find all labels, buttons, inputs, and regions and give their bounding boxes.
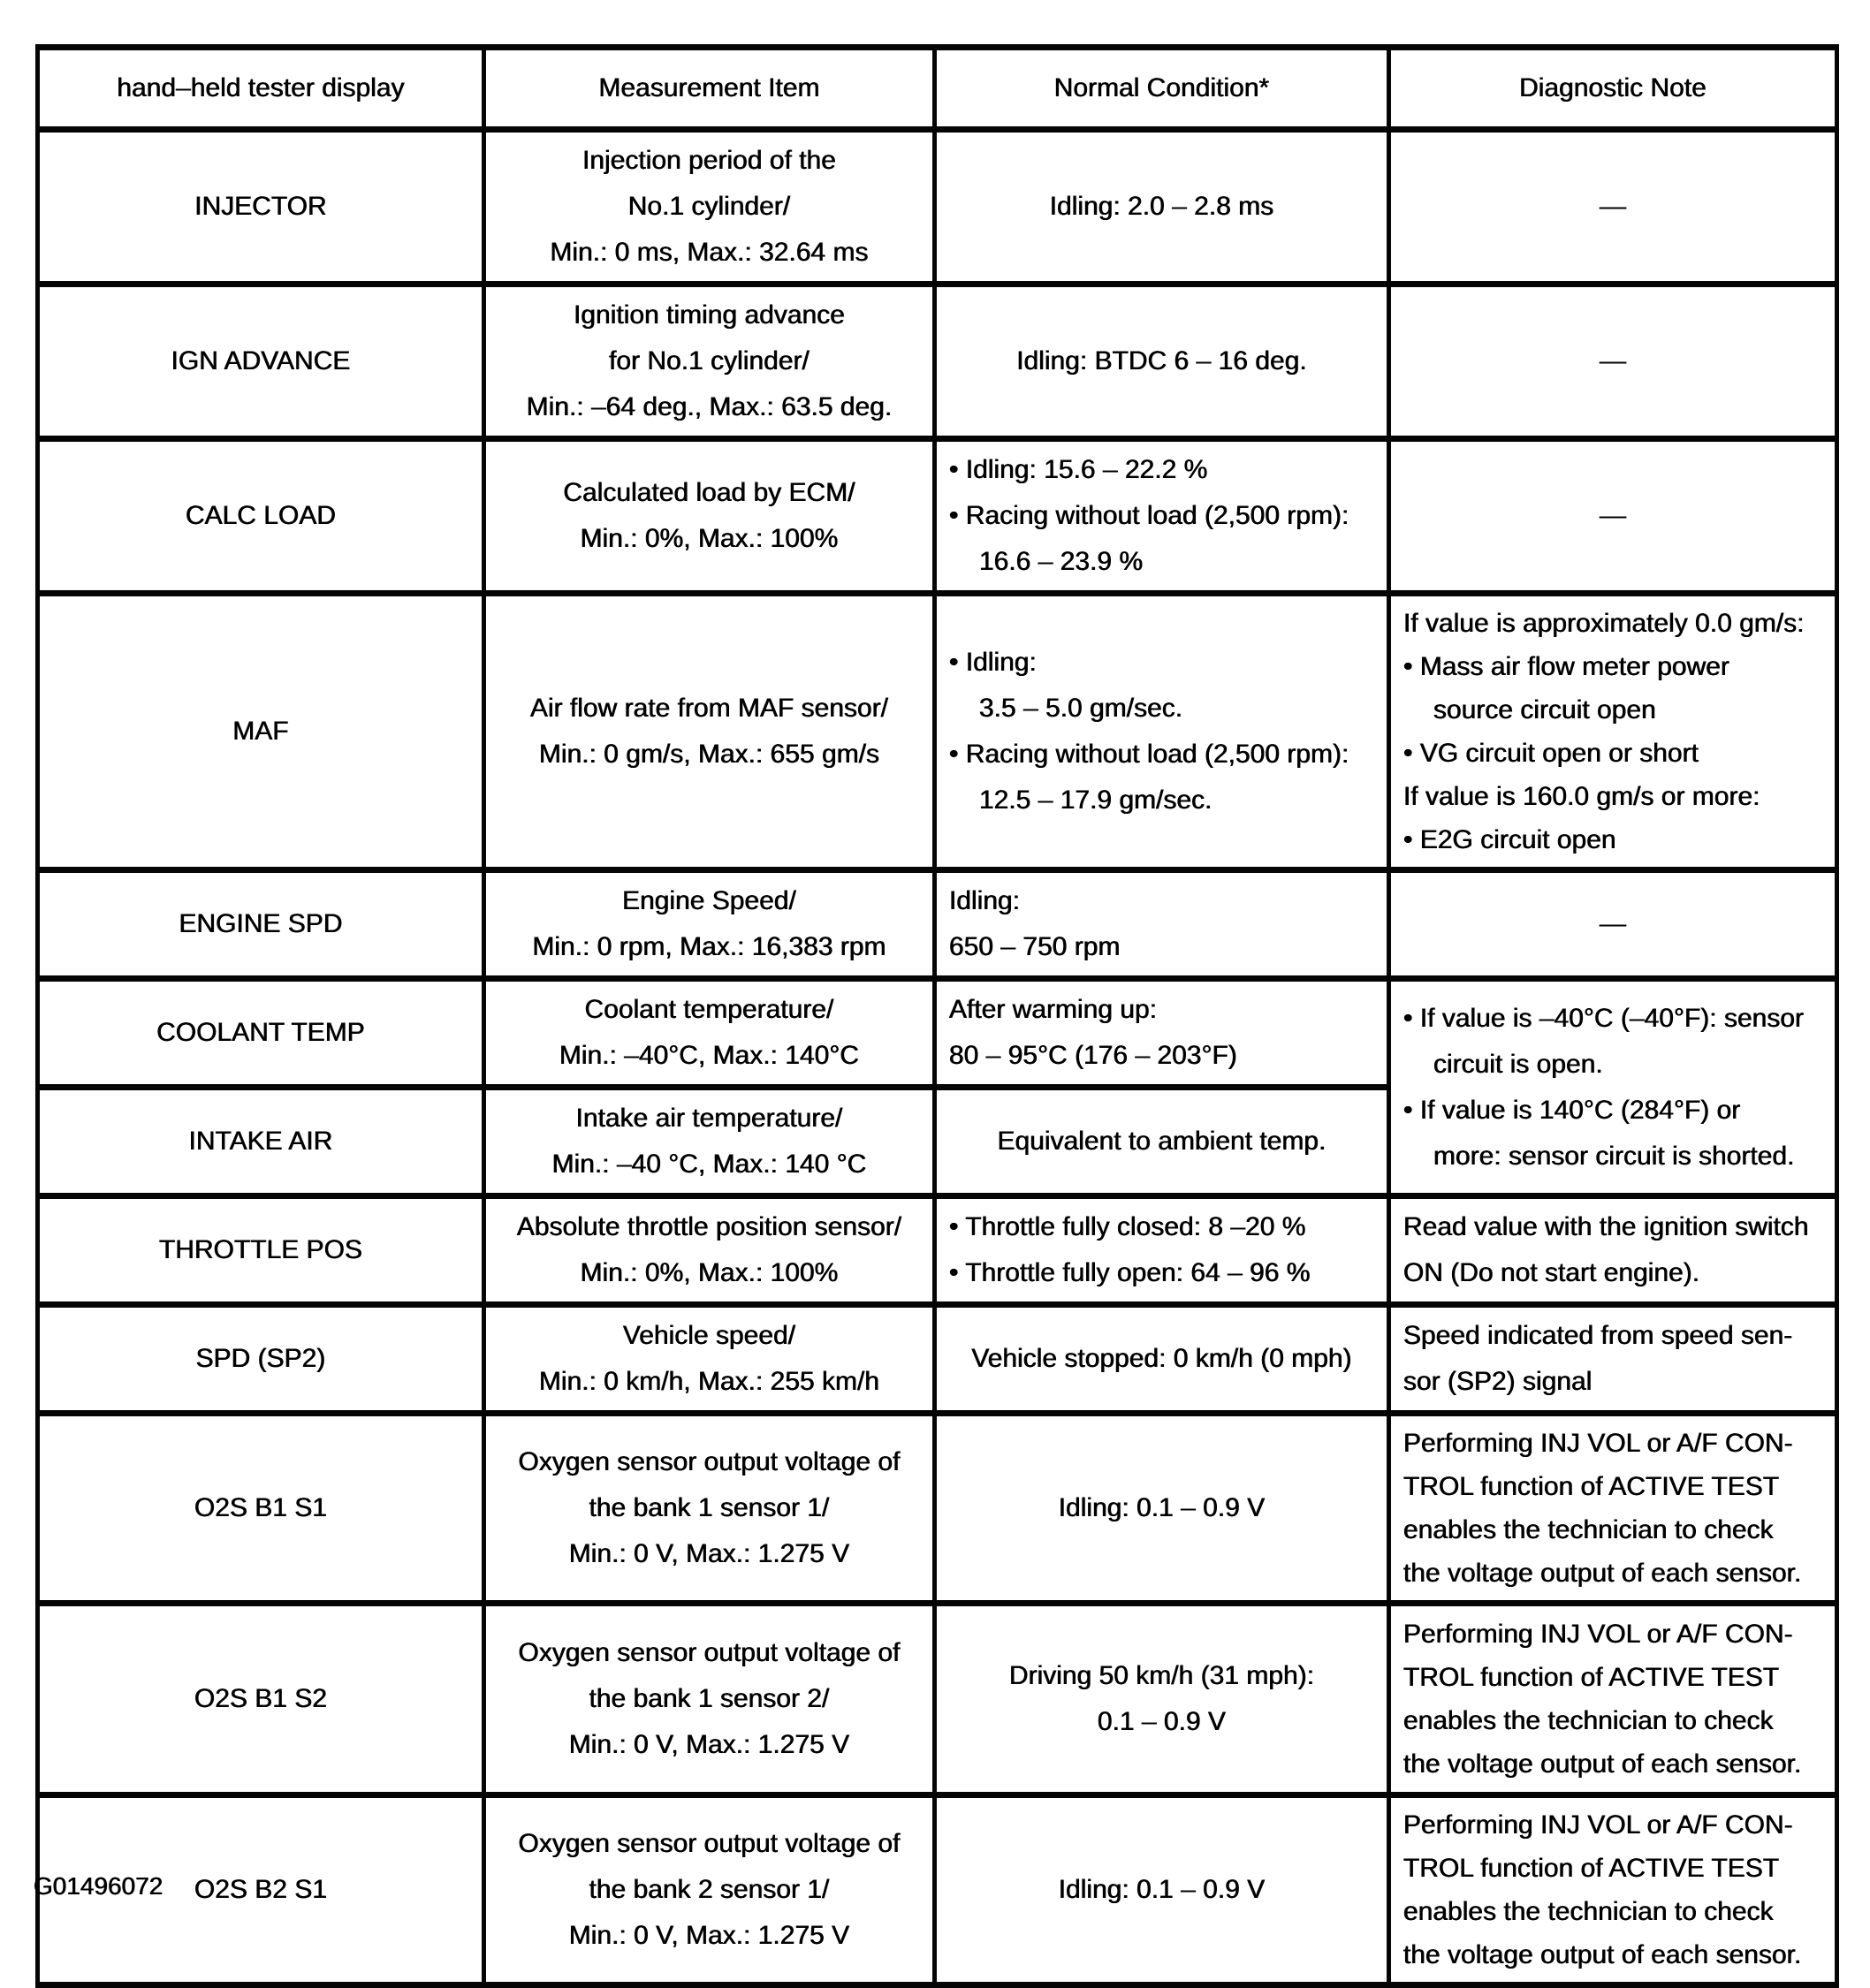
cell-line: Engine Speed/ bbox=[622, 886, 796, 915]
cell-line: enables the technician to check bbox=[1403, 1515, 1774, 1544]
column-header-measurement-item: Measurement Item bbox=[484, 48, 935, 130]
table-row-engine-spd bbox=[38, 870, 1837, 979]
cell-line: 16.6 – 23.9 % bbox=[979, 547, 1144, 576]
cell-line: Read value with the ignition switch bbox=[1403, 1212, 1809, 1241]
cell-measurement bbox=[484, 1196, 935, 1305]
cell-line: 650 – 750 rpm bbox=[949, 932, 1121, 961]
cell-line: circuit is open. bbox=[1433, 1049, 1603, 1079]
cell-note-temp-sensors bbox=[1389, 979, 1837, 1196]
cell-measurement bbox=[484, 594, 935, 870]
cell-line: source circuit open bbox=[1433, 695, 1656, 725]
cell-note-dash: — bbox=[1389, 439, 1837, 594]
cell-line: Injection period of the bbox=[582, 146, 836, 175]
cell-line: • Throttle fully closed: 8 –20 % bbox=[949, 1212, 1306, 1241]
cell-normal-condition: Equivalent to ambient temp. bbox=[935, 1088, 1389, 1196]
table-header-row bbox=[38, 48, 1837, 130]
cell-measurement bbox=[484, 1088, 935, 1196]
cell-line: Min.: 0 ms, Max.: 32.64 ms bbox=[550, 238, 869, 267]
cell-measurement bbox=[484, 1414, 935, 1604]
cell-line: sor (SP2) signal bbox=[1403, 1367, 1593, 1396]
cell-note bbox=[1389, 1305, 1837, 1414]
cell-line: • If value is 140°C (284°F) or bbox=[1403, 1095, 1741, 1125]
cell-note-dash: — bbox=[1389, 870, 1837, 979]
cell-measurement bbox=[484, 1305, 935, 1414]
cell-display: SPD (SP2) bbox=[38, 1305, 484, 1414]
cell-line: Absolute throttle position sensor/ bbox=[516, 1212, 902, 1241]
table-row-o2s-b2-s1 bbox=[38, 1795, 1837, 1985]
cell-normal-condition bbox=[935, 594, 1389, 870]
cell-line: Performing INJ VOL or A/F CON- bbox=[1403, 1810, 1793, 1840]
cell-line: If value is approximately 0.0 gm/s: bbox=[1403, 609, 1805, 638]
cell-display: INTAKE AIR bbox=[38, 1088, 484, 1196]
cell-line: 80 – 95°C (176 – 203°F) bbox=[949, 1041, 1237, 1070]
cell-line: the bank 1 sensor 2/ bbox=[589, 1684, 830, 1713]
cell-normal-condition: Idling: BTDC 6 – 16 deg. bbox=[935, 285, 1389, 439]
cell-measurement bbox=[484, 979, 935, 1088]
cell-line: Min.: 0 gm/s, Max.: 655 gm/s bbox=[538, 740, 880, 769]
cell-line: TROL function of ACTIVE TEST bbox=[1403, 1663, 1780, 1692]
cell-measurement bbox=[484, 439, 935, 594]
cell-line: After warming up: bbox=[949, 995, 1158, 1024]
table-row-coolant-temp bbox=[38, 979, 1837, 1088]
cell-line: for No.1 cylinder/ bbox=[609, 346, 810, 376]
table-row-ign-advance bbox=[38, 285, 1837, 439]
cell-line: • Racing without load (2,500 rpm): bbox=[949, 740, 1349, 769]
cell-note-dash: — bbox=[1389, 285, 1837, 439]
cell-line: the bank 2 sensor 1/ bbox=[589, 1875, 830, 1904]
cell-note bbox=[1389, 1604, 1837, 1795]
cell-line: Oxygen sensor output voltage of bbox=[518, 1638, 901, 1667]
cell-line: Min.: –64 deg., Max.: 63.5 deg. bbox=[526, 392, 893, 421]
figure-code: G01496072 bbox=[34, 1872, 163, 1900]
column-header-normal-condition: Normal Condition* bbox=[935, 48, 1389, 130]
cell-display: O2S B1 S2 bbox=[38, 1604, 484, 1795]
cell-display: THROTTLE POS bbox=[38, 1196, 484, 1305]
cell-display: CALC LOAD bbox=[38, 439, 484, 594]
cell-note bbox=[1389, 1196, 1837, 1305]
cell-display: IGN ADVANCE bbox=[38, 285, 484, 439]
cell-line: TROL function of ACTIVE TEST bbox=[1403, 1854, 1780, 1883]
cell-normal-condition bbox=[935, 979, 1389, 1088]
cell-line: Air flow rate from MAF sensor/ bbox=[529, 694, 889, 723]
cell-line: Oxygen sensor output voltage of bbox=[518, 1829, 901, 1858]
cell-normal-condition bbox=[935, 1604, 1389, 1795]
table-row-throttle-pos bbox=[38, 1196, 1837, 1305]
cell-line: Performing INJ VOL or A/F CON- bbox=[1403, 1620, 1793, 1649]
cell-line: 3.5 – 5.0 gm/sec. bbox=[979, 694, 1183, 723]
cell-note bbox=[1389, 1414, 1837, 1604]
cell-line: • E2G circuit open bbox=[1403, 825, 1616, 854]
cell-line: • Mass air flow meter power bbox=[1403, 652, 1729, 681]
cell-measurement bbox=[484, 285, 935, 439]
cell-measurement bbox=[484, 1604, 935, 1795]
cell-line: Min.: 0 rpm, Max.: 16,383 rpm bbox=[532, 932, 886, 961]
cell-normal-condition: Vehicle stopped: 0 km/h (0 mph) bbox=[935, 1305, 1389, 1414]
cell-line: Oxygen sensor output voltage of bbox=[518, 1447, 901, 1476]
cell-line: • VG circuit open or short bbox=[1403, 739, 1699, 768]
cell-line: more: sensor circuit is shorted. bbox=[1433, 1141, 1795, 1171]
cell-line: • Racing without load (2,500 rpm): bbox=[949, 501, 1349, 530]
cell-line: Coolant temperature/ bbox=[584, 995, 834, 1024]
table-row-calc-load bbox=[38, 439, 1837, 594]
cell-line: the bank 1 sensor 1/ bbox=[589, 1493, 830, 1522]
cell-display: COOLANT TEMP bbox=[38, 979, 484, 1088]
cell-measurement bbox=[484, 870, 935, 979]
cell-measurement bbox=[484, 1795, 935, 1985]
column-header-tester-display: hand–held tester display bbox=[38, 48, 484, 130]
cell-line: TROL function of ACTIVE TEST bbox=[1403, 1472, 1780, 1501]
cell-normal-condition bbox=[935, 1196, 1389, 1305]
cell-line: Min.: 0%, Max.: 100% bbox=[580, 524, 839, 553]
cell-note-dash: — bbox=[1389, 130, 1837, 285]
cell-normal-condition: Idling: 0.1 – 0.9 V bbox=[935, 1414, 1389, 1604]
cell-display: O2S B2 S1 bbox=[38, 1795, 484, 1985]
cell-line: Min.: 0 km/h, Max.: 255 km/h bbox=[538, 1367, 880, 1396]
cell-normal-condition: Idling: 0.1 – 0.9 V bbox=[935, 1795, 1389, 1985]
cell-line: enables the technician to check bbox=[1403, 1897, 1774, 1926]
cell-normal-condition bbox=[935, 870, 1389, 979]
cell-line: Min.: –40 °C, Max.: 140 °C bbox=[551, 1150, 867, 1179]
cell-line: Performing INJ VOL or A/F CON- bbox=[1403, 1429, 1793, 1458]
cell-line: Ignition timing advance bbox=[574, 300, 845, 330]
cell-normal-condition bbox=[935, 439, 1389, 594]
cell-line: • If value is –40°C (–40°F): sensor bbox=[1403, 1003, 1805, 1033]
cell-line: Intake air temperature/ bbox=[575, 1104, 843, 1133]
cell-line: • Idling: 15.6 – 22.2 % bbox=[949, 455, 1208, 484]
cell-display: INJECTOR bbox=[38, 130, 484, 285]
cell-line: ON (Do not start engine). bbox=[1403, 1258, 1700, 1287]
cell-display: O2S B1 S1 bbox=[38, 1414, 484, 1604]
cell-line: 12.5 – 17.9 gm/sec. bbox=[979, 785, 1212, 815]
cell-line: 0.1 – 0.9 V bbox=[1097, 1707, 1227, 1736]
table-row-injector bbox=[38, 130, 1837, 285]
cell-line: Min.: 0 V, Max.: 1.275 V bbox=[568, 1539, 850, 1568]
table-row-o2s-b1-s1 bbox=[38, 1414, 1837, 1604]
cell-measurement bbox=[484, 130, 935, 285]
cell-line: • Idling: bbox=[949, 648, 1037, 677]
diagnostic-data-table bbox=[35, 44, 1839, 1988]
cell-line: enables the technician to check bbox=[1403, 1706, 1774, 1735]
cell-line: Min.: –40°C, Max.: 140°C bbox=[559, 1041, 860, 1070]
cell-line: Min.: 0%, Max.: 100% bbox=[580, 1258, 839, 1287]
cell-line: Vehicle speed/ bbox=[622, 1321, 796, 1350]
cell-line: Min.: 0 V, Max.: 1.275 V bbox=[568, 1730, 850, 1759]
table-row-spd-sp2 bbox=[38, 1305, 1837, 1414]
table-row-o2s-b1-s2 bbox=[38, 1604, 1837, 1795]
cell-line: Min.: 0 V, Max.: 1.275 V bbox=[568, 1921, 850, 1950]
cell-line: the voltage output of each sensor. bbox=[1403, 1559, 1802, 1588]
cell-line: Speed indicated from speed sen- bbox=[1403, 1321, 1793, 1350]
cell-note bbox=[1389, 594, 1837, 870]
column-header-diagnostic-note: Diagnostic Note bbox=[1389, 48, 1837, 130]
cell-display: ENGINE SPD bbox=[38, 870, 484, 979]
cell-line: the voltage output of each sensor. bbox=[1403, 1940, 1802, 1969]
cell-note bbox=[1389, 1795, 1837, 1985]
cell-line: Driving 50 km/h (31 mph): bbox=[1008, 1661, 1315, 1690]
cell-display: MAF bbox=[38, 594, 484, 870]
cell-line: No.1 cylinder/ bbox=[627, 192, 791, 221]
cell-normal-condition: Idling: 2.0 – 2.8 ms bbox=[935, 130, 1389, 285]
cell-line: If value is 160.0 gm/s or more: bbox=[1403, 782, 1760, 811]
cell-line: • Throttle fully open: 64 – 96 % bbox=[949, 1258, 1311, 1287]
table-row-maf bbox=[38, 594, 1837, 870]
cell-line: Idling: bbox=[949, 886, 1021, 915]
cell-line: the voltage output of each sensor. bbox=[1403, 1749, 1802, 1779]
cell-line: Calculated load by ECM/ bbox=[563, 478, 855, 507]
